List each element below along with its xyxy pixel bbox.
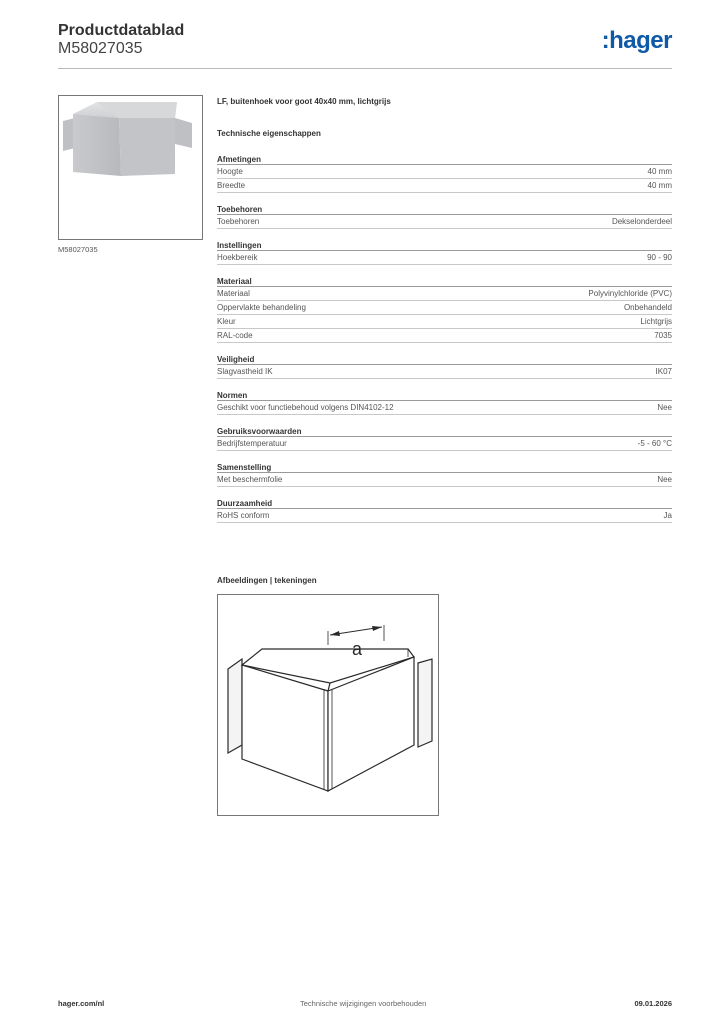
spec-label: Hoogte xyxy=(217,167,243,176)
spec-value: 7035 xyxy=(654,331,672,340)
spec-value: -5 - 60 °C xyxy=(637,439,672,448)
spec-group-title: Veiligheid xyxy=(217,354,672,365)
spec-label: Kleur xyxy=(217,317,236,326)
spec-row xyxy=(217,179,672,193)
spec-group xyxy=(217,354,672,379)
spec-row xyxy=(217,301,672,315)
spec-group xyxy=(217,462,672,487)
product-image xyxy=(58,95,203,240)
spec-value: Polyvinylchloride (PVC) xyxy=(588,289,672,298)
spec-value: Onbehandeld xyxy=(623,303,672,312)
spec-group-title: Toebehoren xyxy=(217,204,672,215)
page-title: Productdatablad xyxy=(58,22,185,39)
spec-label: Hoekbereik xyxy=(217,253,258,262)
spec-value: Nee xyxy=(657,475,672,484)
header-divider xyxy=(58,68,672,69)
spec-label: Materiaal xyxy=(217,289,250,298)
product-description: LF, buitenhoek voor goot 40x40 mm, lichtgrijs xyxy=(217,97,391,106)
spec-row xyxy=(217,329,672,343)
spec-group-title: Samenstelling xyxy=(217,462,672,473)
spec-groups xyxy=(217,154,672,523)
spec-row xyxy=(217,509,672,523)
spec-label: Bedrijfstemperatuur xyxy=(217,439,287,448)
spec-row xyxy=(217,165,672,179)
spec-group xyxy=(217,240,672,265)
spec-value: Lichtgrijs xyxy=(640,317,672,326)
spec-group-title: Afmetingen xyxy=(217,154,672,165)
spec-row xyxy=(217,365,672,379)
spec-group-title: Materiaal xyxy=(217,276,672,287)
dimension-label: a xyxy=(352,639,363,659)
tech-heading: Technische eigenschappen xyxy=(217,129,321,138)
spec-group-title: Instellingen xyxy=(217,240,672,251)
spec-value: Nee xyxy=(657,403,672,412)
spec-label: Geschikt voor functiebehoud volgens DIN4102-12 xyxy=(217,403,394,412)
spec-label: Toebehoren xyxy=(217,217,260,226)
article-number: M58027035 xyxy=(58,40,143,57)
spec-row xyxy=(217,315,672,329)
spec-group xyxy=(217,154,672,193)
page-footer xyxy=(58,999,672,1011)
spec-group xyxy=(217,426,672,451)
spec-group xyxy=(217,390,672,415)
drawings-title: Afbeeldingen | tekeningen xyxy=(217,576,317,585)
spec-label: Breedte xyxy=(217,181,246,190)
spec-row xyxy=(217,287,672,301)
product-image-caption: M58027035 xyxy=(58,245,98,254)
hager-logo[interactable]: :hager xyxy=(601,27,672,54)
spec-content xyxy=(217,97,672,534)
page-header xyxy=(58,22,672,68)
spec-label: Met beschermfolie xyxy=(217,475,283,484)
footer-website-link[interactable]: hager.com/nl xyxy=(58,999,105,1008)
spec-group xyxy=(217,204,672,229)
spec-value: 40 mm xyxy=(647,181,672,190)
spec-value: IK07 xyxy=(655,367,672,376)
spec-value: 90 - 90 xyxy=(647,253,672,262)
spec-label: Oppervlakte behandeling xyxy=(217,303,306,312)
spec-label: RoHS conform xyxy=(217,511,270,520)
spec-row xyxy=(217,437,672,451)
spec-value: 40 mm xyxy=(647,167,672,176)
spec-row xyxy=(217,473,672,487)
spec-group-title: Gebruiksvoorwaarden xyxy=(217,426,672,437)
spec-label: RAL-code xyxy=(217,331,253,340)
spec-row xyxy=(217,251,672,265)
spec-group xyxy=(217,498,672,523)
technical-drawing xyxy=(217,594,439,816)
spec-row xyxy=(217,215,672,229)
footer-notice: Technische wijzigingen voorbehouden xyxy=(300,999,427,1008)
corner-drawing-icon xyxy=(218,595,438,815)
spec-label: Slagvastheid IK xyxy=(217,367,273,376)
product-render-icon xyxy=(59,96,202,239)
spec-group xyxy=(217,276,672,343)
footer-date: 09.01.2026 xyxy=(634,999,672,1008)
spec-row xyxy=(217,401,672,415)
spec-group-title: Normen xyxy=(217,390,672,401)
spec-value: Ja xyxy=(663,511,672,520)
spec-value: Dekselonderdeel xyxy=(611,217,672,226)
spec-group-title: Duurzaamheid xyxy=(217,498,672,509)
